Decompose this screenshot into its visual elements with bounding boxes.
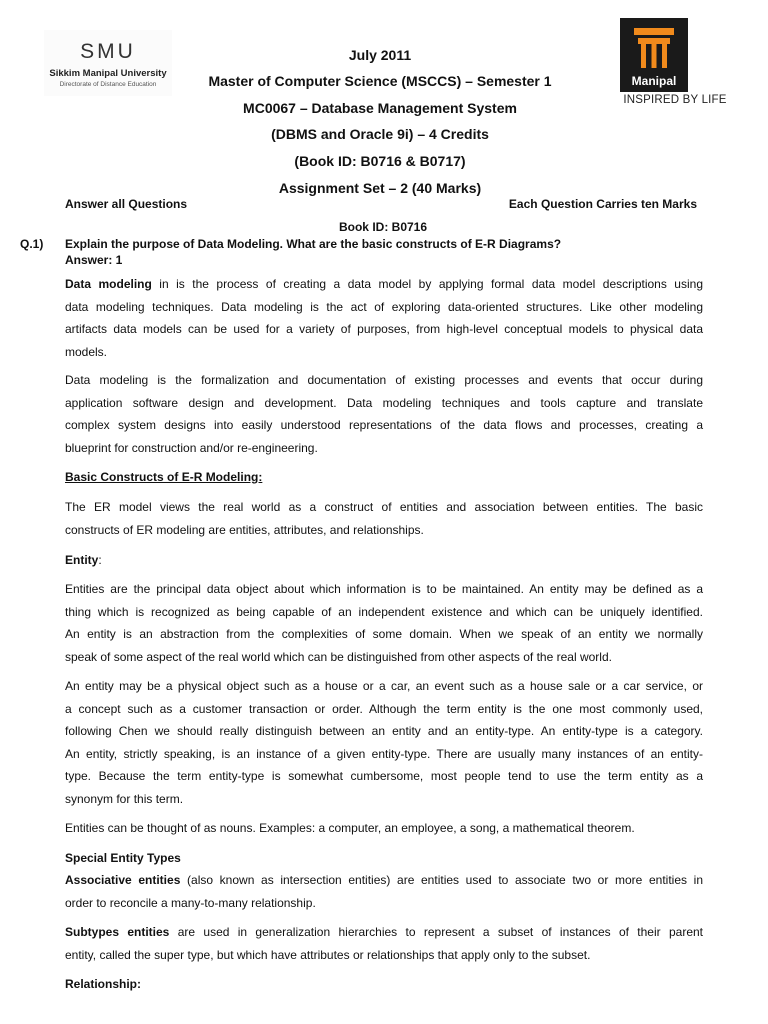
paragraph-associative-entities xyxy=(65,869,703,914)
manipal-emblem-icon xyxy=(632,26,676,72)
text-line: thing which is recognized as being capable of an independent existence and which can be uniquely identified. xyxy=(65,604,703,619)
term-data-modeling: Data modeling xyxy=(65,277,152,291)
header-program: Master of Computer Science (MSCCS) – Semester 1 xyxy=(208,73,552,89)
book-id: Book ID: B0716 xyxy=(338,220,428,234)
text-line: data modeling techniques. Data modeling is the act of exploring data-oriented structures. Like other modeling xyxy=(65,299,703,314)
text-line: type. Because the term entity-type is somewhat cumbersome, most people tend to use the term entity as a xyxy=(65,769,703,783)
smu-logo-name: Sikkim Manipal University xyxy=(49,68,167,79)
paragraph-formalization xyxy=(65,369,703,459)
text-line: (also known as intersection entities) are entities used to associate two or more entities in xyxy=(180,873,703,887)
text-line: An entity, strictly speaking, is an instance of a given entity-type. There are usually many instances of an entity- xyxy=(65,746,703,761)
text-line: An entity may be a physical object such as a house or a car, an event such as a house sale or a car service, or xyxy=(65,679,703,693)
manipal-logo xyxy=(620,18,688,92)
question-text: Explain the purpose of Data Modeling. What are the basic constructs of E-R Diagrams? xyxy=(65,237,562,251)
paragraph-entity-physical xyxy=(65,675,703,810)
paragraph-entities-principal xyxy=(65,578,703,668)
heading-special-entity-types: Special Entity Types xyxy=(65,851,181,865)
paragraph-subtype-entities xyxy=(65,921,703,966)
text-line: complex system designs into easily understood representations of the data flows and processes, creating a xyxy=(65,418,703,432)
term-subtypes-entities: Subtypes entities xyxy=(65,925,170,939)
text-line: constructs of ER modeling are entities, attributes, and relationships. xyxy=(65,522,424,537)
heading-entity-text: Entity xyxy=(65,553,99,567)
text-line: Data modeling is the formalization and documentation of existing processes and events that occur during xyxy=(65,373,703,387)
paragraph-er-model xyxy=(65,496,703,541)
heading-basic-constructs: Basic Constructs of E-R Modeling: xyxy=(65,470,263,484)
manipal-tagline: INSPIRED BY LIFE xyxy=(623,94,727,106)
text-line: a concept such as a customer transaction or order. Although the term entity is the one most commonly used, xyxy=(65,701,703,716)
text-line: are used in generalization hierarchies to represent a subset of instances of their parent xyxy=(169,925,704,939)
text-line: entity, called the super type, but which have attributes or relationships that apply only to the subset. xyxy=(65,947,591,962)
text-line: Entities are the principal data object about which information is to be maintained. An entity may be defined as a xyxy=(65,582,703,596)
text-line: following Chen we should really distinguish between an entity and an entity-type. An entity-type is a category. xyxy=(65,724,703,738)
header-date: July 2011 xyxy=(348,47,412,63)
text-line: speak of some aspect of the real world which can be distinguished from other aspects of the real world. xyxy=(65,649,612,664)
heading-entity xyxy=(65,553,102,567)
question-number: Q.1) xyxy=(20,237,44,251)
instructions-left: Answer all Questions xyxy=(65,197,188,211)
smu-logo-abbr: SMU xyxy=(80,40,136,63)
text-line: synonym for this term. xyxy=(65,791,184,806)
text-line: blueprint for construction and/or re-engineering. xyxy=(65,440,318,455)
header-credits: (DBMS and Oracle 9i) – 4 Credits xyxy=(271,126,489,142)
text-line: models. xyxy=(65,344,108,359)
text-line: in is the process of creating a data model by applying formal data model descriptions using xyxy=(151,277,703,291)
text-line: An entity is an abstraction from the complexities of some domain. When we speak of an entity we normally xyxy=(65,627,703,641)
text-line: application software design and development. Data modeling techniques and tools capture and translate xyxy=(65,395,703,410)
text-line: The ER model views the real world as a construct of entities and association between entities. The basic xyxy=(65,500,703,514)
text-line: Entities can be thought of as nouns. Examples: a computer, an employee, a song, a mathematical theorem. xyxy=(65,821,635,835)
paragraph-entities-nouns xyxy=(65,817,703,840)
answer-label: Answer: 1 xyxy=(65,253,123,267)
header-course: MC0067 – Database Management System xyxy=(243,100,517,116)
term-associative-entities: Associative entities xyxy=(65,873,181,887)
smu-logo-subtitle: Directorate of Distance Education xyxy=(59,81,157,88)
instructions-right: Each Question Carries ten Marks xyxy=(508,197,697,211)
text-line: artifacts data models can be used for a variety of purposes, from high-level conceptual models to physical data xyxy=(65,322,703,336)
paragraph-data-modeling xyxy=(65,273,703,363)
text-line: order to reconcile a many-to-many relationship. xyxy=(65,895,316,910)
header-assignment: Assignment Set – 2 (40 Marks) xyxy=(278,180,482,196)
header-book-ids: (Book ID: B0716 & B0717) xyxy=(294,153,466,169)
heading-entity-colon: : xyxy=(98,553,102,567)
manipal-logo-name: Manipal xyxy=(631,74,677,88)
heading-relationship: Relationship: xyxy=(65,977,142,991)
